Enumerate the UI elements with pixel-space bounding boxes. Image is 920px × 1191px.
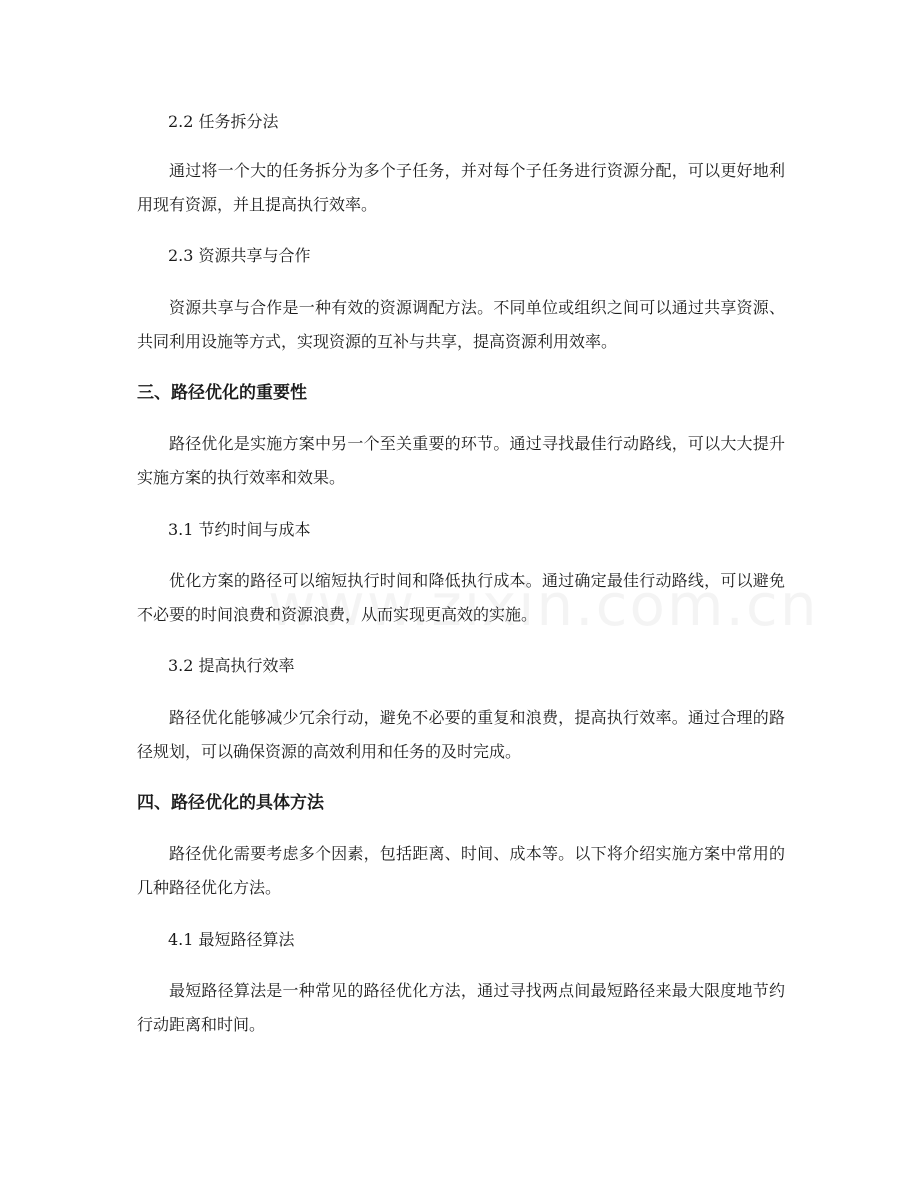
paragraph-path-importance: 路径优化是实施方案中另一个至关重要的环节。通过寻找最佳行动路线，可以大大提升实施方案的执行效率和效果。 xyxy=(137,434,785,487)
section-heading-3: 三、路径优化的重要性 xyxy=(137,383,307,403)
subsection-heading-2-3: 2.3 资源共享与合作 xyxy=(168,246,311,265)
section-heading-4: 四、路径优化的具体方法 xyxy=(137,793,324,813)
paragraph-efficiency: 路径优化能够减少冗余行动，避免不必要的重复和浪费，提高执行效率。通过合理的路径规划，可以确保资源的高效利用和任务的及时完成。 xyxy=(137,708,785,761)
paragraph-path-methods: 路径优化需要考虑多个因素，包括距离、时间、成本等。以下将介绍实施方案中常用的几种路径优化方法。 xyxy=(137,844,785,897)
subsection-heading-2-2: 2.2 任务拆分法 xyxy=(168,112,279,131)
paragraph-task-split: 通过将一个大的任务拆分为多个子任务，并对每个子任务进行资源分配，可以更好地利用现有资源，并且提高执行效率。 xyxy=(137,161,785,214)
subsection-heading-3-2: 3.2 提高执行效率 xyxy=(168,656,295,675)
paragraph-resource-sharing: 资源共享与合作是一种有效的资源调配方法。不同单位或组织之间可以通过共享资源、共同利用设施等方式，实现资源的互补与共享，提高资源利用效率。 xyxy=(137,298,785,351)
subsection-heading-4-1: 4.1 最短路径算法 xyxy=(168,930,295,949)
subsection-heading-3-1: 3.1 节约时间与成本 xyxy=(168,520,311,539)
paragraph-shortest-path: 最短路径算法是一种常见的路径优化方法，通过寻找两点间最短路径来最大限度地节约行动距离和时间。 xyxy=(137,981,785,1034)
paragraph-save-time-cost: 优化方案的路径可以缩短执行时间和降低执行成本。通过确定最佳行动路线，可以避免不必要的时间浪费和资源浪费，从而实现更高效的实施。 xyxy=(137,571,785,624)
